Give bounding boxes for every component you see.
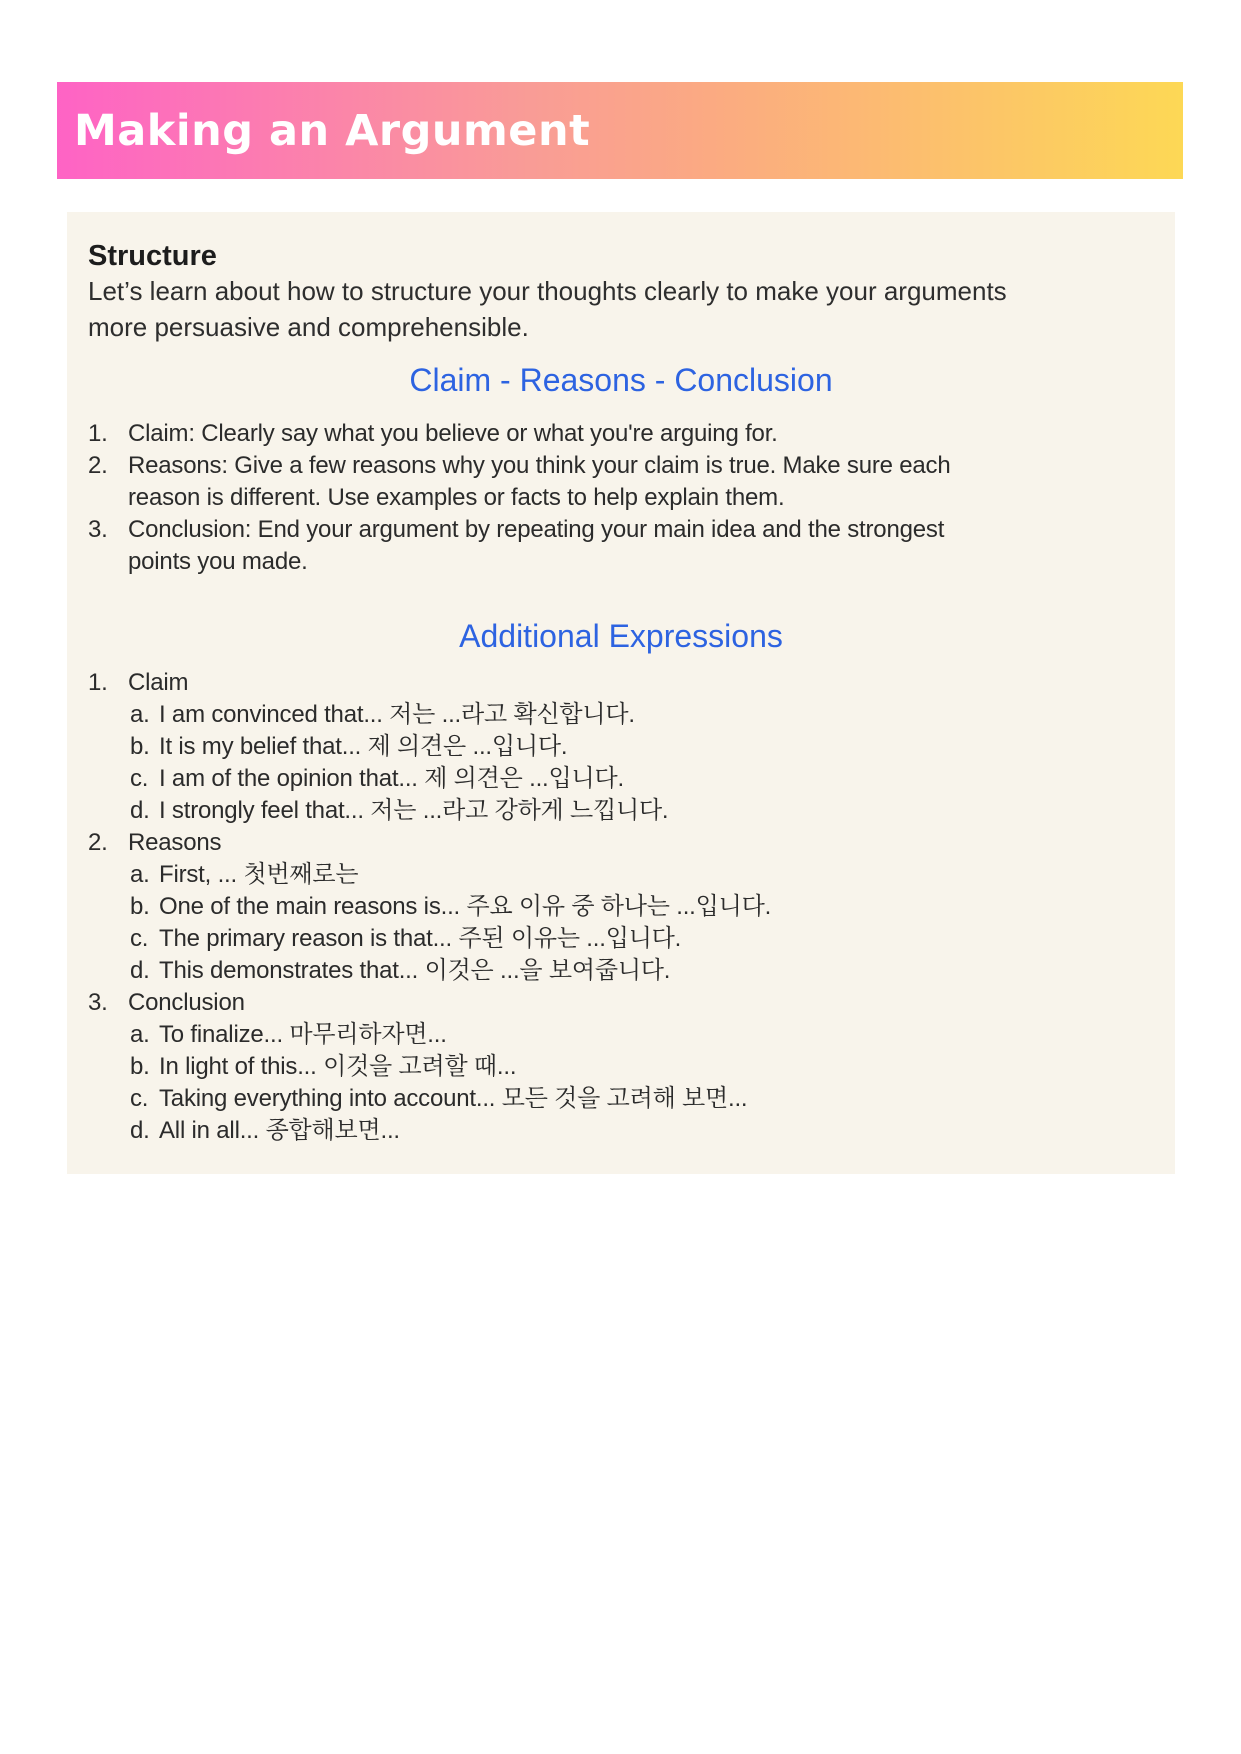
- structure-heading: Structure: [88, 240, 217, 272]
- group-header-claim: [88, 667, 1154, 699]
- list-item-text: First, ... 첫번째로는: [159, 861, 359, 888]
- group-label: Claim: [128, 669, 189, 696]
- list-item-text: Claim: Clearly say what you believe or what you're arguing for.: [128, 420, 778, 447]
- list-marker: 1.: [88, 420, 108, 447]
- list-item: [130, 795, 1154, 827]
- list-marker: d.: [130, 957, 150, 984]
- list-marker: a.: [130, 701, 150, 728]
- group-label: Conclusion: [128, 989, 245, 1016]
- list-marker: a.: [130, 861, 150, 888]
- list-marker: 3.: [88, 989, 108, 1016]
- list-item-line: reason is different. Use examples or facts to help explain them.: [128, 484, 785, 511]
- list-item: [130, 1083, 1154, 1115]
- header-bar: [57, 82, 1183, 179]
- intro-line: more persuasive and comprehensible.: [88, 312, 529, 342]
- list-item-text: One of the main reasons is... 주요 이유 중 하나는 ...입니다.: [159, 893, 772, 920]
- list-marker: 3.: [88, 516, 108, 543]
- expressions-list: [88, 667, 1154, 1147]
- list-marker: c.: [130, 925, 149, 952]
- list-item: [130, 1115, 1154, 1147]
- list-item-text: I am convinced that... 저는 ...라고 확신합니다.: [159, 701, 635, 728]
- list-item-line: points you made.: [128, 548, 308, 575]
- list-item-text: The primary reason is that... 주된 이유는 ...입니다.: [159, 925, 682, 952]
- list-item-line: Reasons: Give a few reasons why you think your claim is true. Make sure each: [128, 452, 951, 479]
- group-label: Reasons: [128, 829, 222, 856]
- page-title: Making an Argument: [74, 105, 591, 156]
- list-item: [130, 731, 1154, 763]
- group-header-reasons: [88, 827, 1154, 859]
- list-item: [88, 418, 1154, 450]
- intro-line: Let’s learn about how to structure your thoughts clearly to make your arguments: [88, 276, 1007, 306]
- list-item: [130, 763, 1154, 795]
- list-item-text: Taking everything into account... 모든 것을 고려해 보면...: [159, 1085, 748, 1112]
- list-item-text: [128, 514, 1154, 578]
- list-marker: b.: [130, 1053, 150, 1080]
- content-panel: [67, 212, 1175, 1174]
- list-item-text: In light of this... 이것을 고려할 때...: [159, 1053, 517, 1080]
- list-marker: 2.: [88, 452, 108, 479]
- list-item: [130, 1051, 1154, 1083]
- list-marker: c.: [130, 765, 149, 792]
- list-marker: 1.: [88, 669, 108, 696]
- list-item: [130, 891, 1154, 923]
- structure-intro: [88, 273, 1154, 345]
- list-marker: b.: [130, 733, 150, 760]
- list-item-text: I strongly feel that... 저는 ...라고 강하게 느낍니다.: [159, 797, 669, 824]
- list-item: [88, 514, 1154, 578]
- list-marker: a.: [130, 1021, 150, 1048]
- subtitle-additional-expressions: Additional Expressions: [459, 618, 783, 654]
- list-item: [130, 1019, 1154, 1051]
- list-marker: d.: [130, 1117, 150, 1144]
- list-item: [130, 923, 1154, 955]
- list-item-text: All in all... 종합해보면...: [159, 1117, 400, 1144]
- list-item-text: To finalize... 마무리하자면...: [159, 1021, 447, 1048]
- list-item-line: Conclusion: End your argument by repeating your main idea and the strongest: [128, 516, 945, 543]
- list-marker: b.: [130, 893, 150, 920]
- list-item: [130, 955, 1154, 987]
- list-item-text: I am of the opinion that... 제 의견은 ...입니다.: [159, 765, 624, 792]
- group-header-conclusion: [88, 987, 1154, 1019]
- list-item: [88, 450, 1154, 514]
- list-item: [130, 699, 1154, 731]
- list-marker: 2.: [88, 829, 108, 856]
- list-item-text: It is my belief that... 제 의견은 ...입니다.: [159, 733, 568, 760]
- list-marker: c.: [130, 1085, 149, 1112]
- list-marker: d.: [130, 797, 150, 824]
- list-item-text: [128, 450, 1154, 514]
- structure-list: [88, 418, 1154, 578]
- list-item-text: This demonstrates that... 이것은 ...을 보여줍니다.: [159, 957, 671, 984]
- subtitle-claim-reasons-conclusion: Claim - Reasons - Conclusion: [409, 362, 833, 398]
- list-item: [130, 859, 1154, 891]
